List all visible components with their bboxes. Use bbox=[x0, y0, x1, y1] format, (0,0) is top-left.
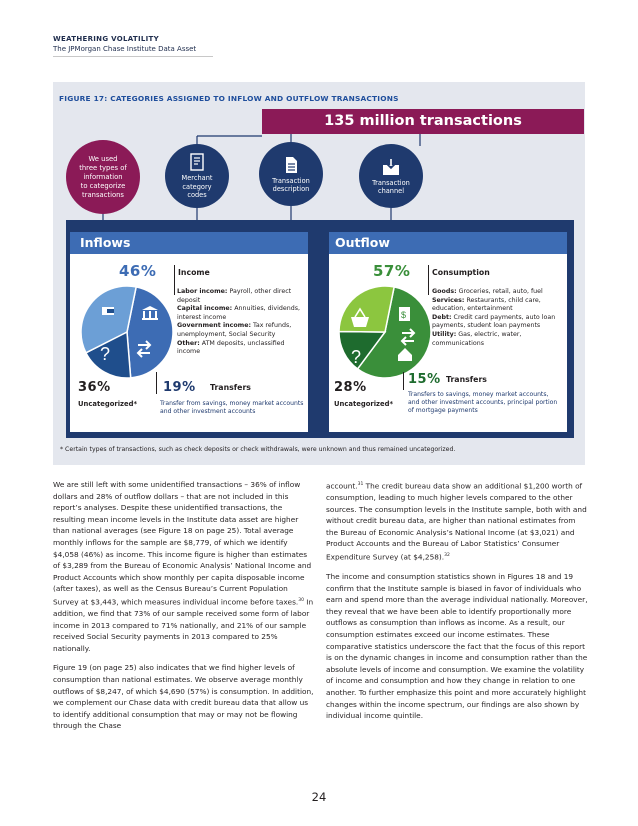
consumption-item: Services: Restaurants, child care, education, entertainment bbox=[432, 296, 541, 313]
channel-icon bbox=[381, 157, 401, 177]
paragraph: We are still left with some unidentified transactions – 36% of inflow dollars and 28% of outflow dollars – that are not included in this report’s analyses. Despite these unidentified transactions, the resulting mean income levels in the Institute data asset are higher than national averages (see Figure 18 on page 25). Total average monthly inflows for the sample are $8,779, of which we identify $4,058 (46%) as income. This income figure is higher than estimates of $3,289 from the Bureau of Economic Analysis’ National Income and Product Accounts which show monthly per capita disposable income (after taxes), as well as the Census Bureau’s Current Population Survey at $3,443, which measures individual income before taxes.$^{30}$ In addition, we find that 73% of our sample received some form of labor income in 2013 compared to 71% nationally, and 21% of our sample received Social Security payments in 2013 compared to 25% nationally. bbox=[53, 480, 314, 653]
source-line: channel bbox=[377, 187, 405, 195]
info-circle bbox=[66, 140, 140, 214]
receipt-icon bbox=[187, 152, 207, 172]
income-description bbox=[177, 288, 302, 357]
outflow-transfer-description: Transfers to savings, money market accounts, and other investment accounts, principal portion of mortgage payments bbox=[408, 391, 558, 415]
inflow-transfer-description: Transfer from savings, money market accounts and other investment accounts bbox=[160, 400, 304, 416]
consumption-label: Consumption bbox=[432, 268, 490, 277]
consumption-item: Debt: Credit card payments, auto loan payments, student loan payments bbox=[432, 313, 556, 330]
income-item: Government income: Tax refunds, unemployment, Social Security bbox=[177, 322, 292, 338]
inflow-transfer-percent: 19% bbox=[163, 380, 196, 395]
uncategorized-slice bbox=[339, 286, 394, 332]
consumption-tick bbox=[428, 265, 429, 295]
inflow-transfer-label: Transfers bbox=[210, 383, 251, 392]
question-mark-icon: ? bbox=[351, 347, 362, 367]
outflow-uncategorized-label: Uncategorized* bbox=[334, 400, 394, 408]
consumption-item: Utility: Gas, electric, water, communications bbox=[432, 330, 522, 347]
outflows-heading: Outflow bbox=[329, 232, 567, 254]
wallet-icon bbox=[102, 307, 114, 315]
source-line: Merchant bbox=[181, 174, 213, 183]
body-column-right bbox=[326, 479, 588, 730]
figure-footnote: * Certain types of transactions, such as check deposits or check withdrawals, were unknown and thus remained uncategorized. bbox=[60, 446, 456, 453]
figure-title: FIGURE 17: CATEGORIES ASSIGNED TO INFLOW AND OUTFLOW TRANSACTIONS bbox=[59, 94, 399, 103]
consumption-description bbox=[432, 288, 558, 348]
source-line: codes bbox=[187, 191, 207, 200]
question-mark-icon: ? bbox=[100, 344, 111, 364]
income-tick bbox=[174, 265, 175, 295]
document-icon bbox=[281, 155, 301, 175]
paragraph: Figure 19 (on page 25) also indicates that we find higher levels of consumption than national estimates. We observe average monthly outflows of $8,247, of which $4,690 (57%) is consumption. In addition, we complement our Chase data with credit bureau data that allow us to identify additional consumption that may or may not be flowing through the Chase bbox=[53, 663, 314, 731]
income-percent: 46% bbox=[119, 262, 157, 280]
merchant-codes-circle bbox=[165, 144, 229, 208]
consumption-percent: 57% bbox=[373, 262, 411, 280]
transaction-description-circle bbox=[259, 142, 323, 206]
page-number: 24 bbox=[311, 790, 327, 804]
info-line: transactions bbox=[82, 190, 124, 199]
transactions-banner: 135 million transactions bbox=[262, 109, 584, 134]
inflow-uncategorized-percent: 36% bbox=[78, 380, 111, 395]
info-line: information bbox=[83, 172, 123, 181]
paragraph: account.$^{31}$ The credit bureau data show an additional $1,200 worth of consumption, leading to much higher levels compared to the other sources. The consumption levels in the Institute sample, both with and without credit bureau data, are higher than national estimates from the Bureau of Economic Analysis’s National Income (at $3,021) and Product Accounts and the Bureau of Labor Statistics’ Consumer Expenditure Survey (at $4,258).$^{32}$ bbox=[326, 481, 587, 562]
report-subtitle: The JPMorgan Chase Institute Data Asset bbox=[53, 45, 197, 53]
income-label: Income bbox=[178, 268, 210, 277]
source-line: Transaction bbox=[372, 178, 410, 187]
inflow-uncategorized-label: Uncategorized* bbox=[78, 400, 138, 408]
outflow-transfer-label: Transfers bbox=[446, 375, 487, 384]
inflow-transfer-tick bbox=[156, 372, 157, 394]
source-line: description bbox=[272, 185, 310, 193]
report-title: WEATHERING VOLATILITY bbox=[53, 35, 159, 43]
income-item: Labor income: Payroll, other direct deposit bbox=[177, 288, 292, 304]
info-line: We used bbox=[88, 154, 118, 163]
info-line: three types of bbox=[79, 163, 127, 172]
income-item: Capital income: Annuities, dividends, interest income bbox=[177, 305, 300, 321]
svg-text:$: $ bbox=[401, 310, 407, 320]
transaction-channel-circle bbox=[359, 144, 423, 208]
info-line: to categorize bbox=[80, 181, 126, 190]
inflows-pie bbox=[80, 285, 174, 379]
outflow-transfer-tick bbox=[403, 372, 404, 390]
outflow-transfer-percent: 15% bbox=[408, 372, 441, 387]
bill-icon bbox=[399, 307, 410, 321]
inflows-heading: Inflows bbox=[70, 232, 308, 254]
outflow-uncategorized-percent: 28% bbox=[334, 380, 367, 395]
consumption-item: Goods: Groceries, retail, auto, fuel bbox=[432, 288, 543, 295]
body-column-left bbox=[53, 479, 315, 740]
source-line: category bbox=[182, 182, 212, 191]
paragraph: The income and consumption statistics shown in Figures 18 and 19 confirm that the Institute sample is biased in favor of individuals who earn and spend more than the average individual nationally. Moreover, they reveal that we have been able to identify proportionally more outflows as consumption than inflows as income. As a result, our consumption estimates exceed our income estimates. These comparative statistics underscore the fact that the focus of this report is on the dynamic changes in income and consumption rather than the absolute levels of income and consumption. We examine the volatility of income and consumption and how they change in relation to one another. To further emphasize this point and more accurately highlight changes within the income spectrum, our findings are also shown by individual income quintile. bbox=[326, 572, 588, 721]
source-line: Transaction bbox=[272, 176, 310, 185]
outflows-pie bbox=[338, 285, 432, 379]
income-item: Other: ATM deposits, unclassified income bbox=[177, 339, 285, 356]
